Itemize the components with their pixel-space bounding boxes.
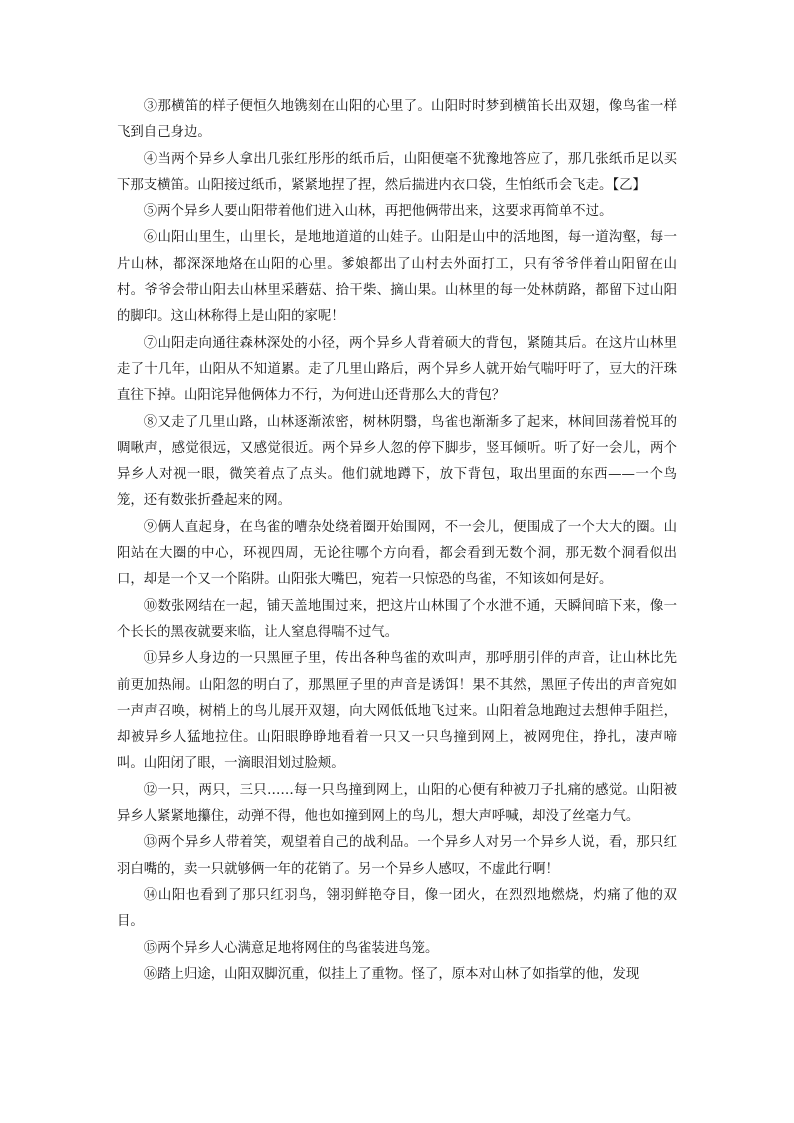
paragraph-16: ⑯踏上归途，山阳双脚沉重，似挂上了重物。怪了，原本对山林了如指掌的他，发现 xyxy=(143,966,640,982)
paragraph-10: ⑩数张网结在一起，铺天盖地围过来，把这片山林围了个水泄不通，天瞬间暗下来，像一个长长的黑夜就要来临，让人窒息得喘不过气。 xyxy=(117,598,677,640)
paragraph-15: ⑮两个异乡人心满意足地将网住的鸟雀装进鸟笼。 xyxy=(143,940,439,956)
paragraph-4: ④当两个异乡人拿出几张红彤彤的纸币后，山阳便毫不犹豫地答应了，那几张纸币足以买下那支横笛。山阳接过纸币，紧紧地捏了捏，然后揣进内衣口袋，生怕纸币会飞走。【乙】 xyxy=(117,151,677,193)
paragraph-5: ⑤两个异乡人要山阳带着他们进入山林，再把他俩带出来，这要求再简单不过。 xyxy=(143,204,613,220)
paragraph-3: ③那横笛的样子便恒久地镌刻在山阳的心里了。山阳时时梦到横笛长出双翅，像鸟雀一样飞到自己身边。 xyxy=(117,99,677,141)
paragraph-11: ⑪异乡人身边的一只黑匣子里，传出各种鸟雀的欢叫声，那呼朋引伴的声音，让山林比先前更加热闹。山阳忽的明白了，那黑匣子里的声音是诱饵！果不其然，黑匣子传出的声音宛如一声声召唤，树梢上的鸟儿展开双翅，向大网低低地飞过来。山阳着急地跑过去想伸手阻拦，却被异乡人猛地拉住。山阳眼睁睁地看着一只又一只鸟撞到网上，被网兜住，挣扎，凄声啼叫。山阳闭了眼，一滴眼泪划过脸颊。 xyxy=(117,651,677,772)
paragraph-14: ⑭山阳也看到了那只红羽鸟，翎羽鲜艳夺目，像一团火，在烈烈地燃烧，灼痛了他的双目。 xyxy=(117,887,677,930)
paragraph-13: ⑬两个异乡人带着笑，观望着自己的战利品。一个异乡人对另一个异乡人说，看，那只红羽白嘴的，卖一只就够俩一年的花销了。另一个异乡人感叹，不虚此行啊！ xyxy=(117,835,677,877)
paragraph-6: ⑥山阳山里生，山里长，是地地道道的山娃子。山阳是山中的活地图，每一道沟壑，每一片山林，都深深地烙在山阳的心里。爹娘都出了山村去外面打工，只有爷爷伴着山阳留在山村。爷爷会带山阳去山林里采蘑菇、拾干柴、摘山果。山林里的每一处林荫路，都留下过山阳的脚印。这山林称得上是山阳的家呢！ xyxy=(117,230,677,325)
document-page xyxy=(117,94,677,988)
paragraph-7: ⑦山阳走向通往森林深处的小径，两个异乡人背着硕大的背包，紧随其后。在这片山林里走了十几年，山阳从不知道累。走了几里山路后，两个异乡人就开始气喘吁吁了，豆大的汗珠直往下掉。山阳诧异他俩体力不行，为何进山还背那么大的背包？ xyxy=(117,335,677,404)
paragraph-12: ⑫一只，两只，三只……每一只鸟撞到网上，山阳的心便有种被刀子扎痛的感觉。山阳被异乡人紧紧地攥住，动弹不得，他也如撞到网上的鸟儿，想大声呼喊，却没了丝毫力气。 xyxy=(117,782,677,825)
paragraph-8: ⑧又走了几里山路，山林逐渐浓密，树林阴翳，鸟雀也渐渐多了起来，林间回荡着悦耳的啁啾声，感觉很远，又感觉很近。两个异乡人忽的停下脚步，竖耳倾听。听了好一会儿，两个异乡人对视一眼，微笑着点了点头。他们就地蹲下，放下背包，取出里面的东西——一个鸟笼，还有数张折叠起来的网。 xyxy=(117,414,677,509)
paragraph-9: ⑨俩人直起身，在鸟雀的嘈杂处绕着圈开始围网，不一会儿，便围成了一个大大的圈。山阳站在大圈的中心，环视四周，无论往哪个方向看，都会看到无数个洞，那无数个洞看似出口，却是一个又一个陷阱。山阳张大嘴巴，宛若一只惊恐的鸟雀，不知该如何是好。 xyxy=(117,519,677,588)
